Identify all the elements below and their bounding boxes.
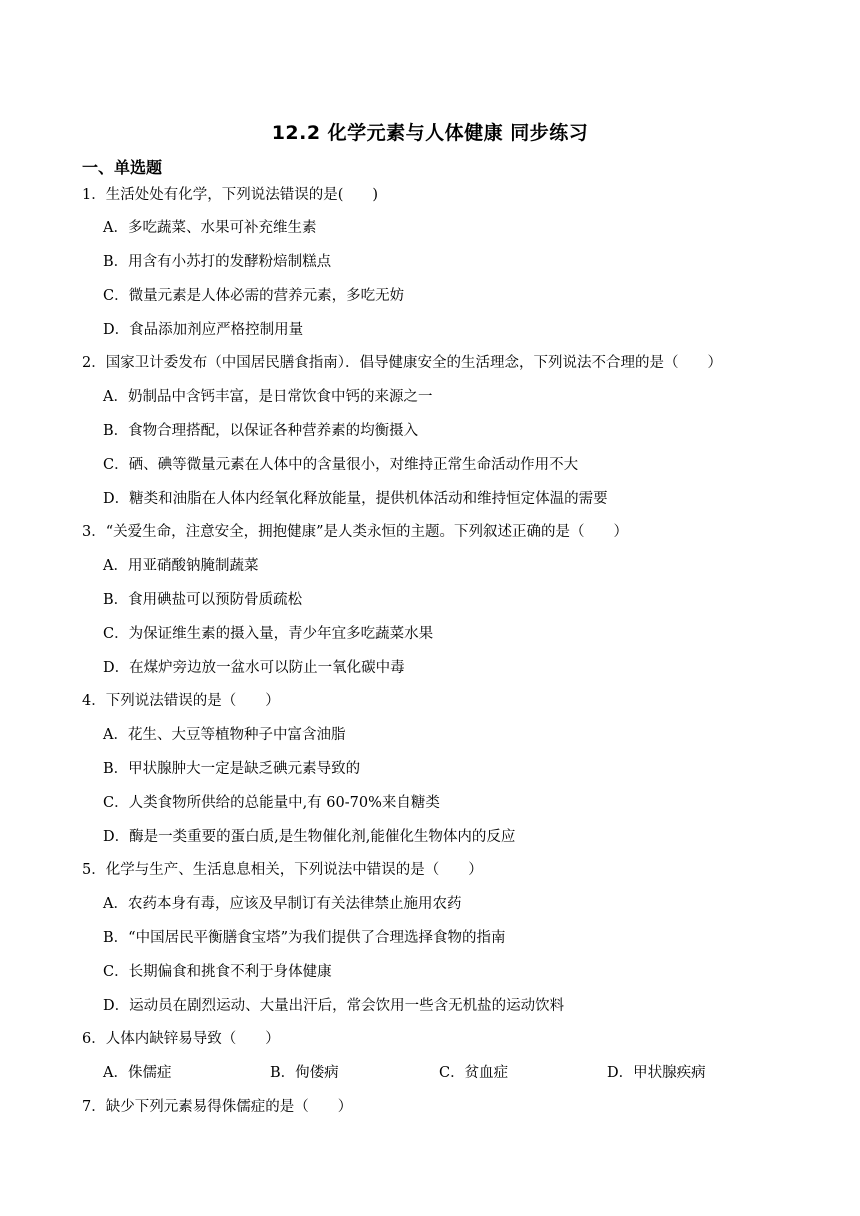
- question-5-option-a: A．农药本身有毒，应该及早制订有关法律禁止施用农药: [103, 896, 462, 912]
- question-6-option-d: D．甲状腺疾病: [607, 1065, 706, 1081]
- question-3-option-c: C．为保证维生素的摄入量，青少年宜多吃蔬菜水果: [103, 626, 434, 642]
- question-3-option-b: B．食用碘盐可以预防骨质疏松: [103, 592, 303, 608]
- question-4-option-b: B．甲状腺肿大一定是缺乏碘元素导致的: [103, 761, 361, 777]
- question-4-option-a: A．花生、大豆等植物种子中富含油脂: [103, 727, 346, 743]
- question-3-option-d: D．在煤炉旁边放一盆水可以防止一氧化碳中毒: [103, 660, 405, 676]
- section-heading: 一、单选题: [82, 158, 163, 177]
- question-7-stem: 7．缺少下列元素易得侏儒症的是（ ）: [82, 1099, 353, 1115]
- question-6-options-row: [103, 1063, 743, 1083]
- page-title: 12.2 化学元素与人体健康 同步练习: [271, 122, 589, 144]
- question-5-stem: 5．化学与生产、生活息息相关，下列说法中错误的是（ ）: [82, 862, 483, 878]
- question-4-option-d: D．酶是一类重要的蛋白质,是生物催化剂,能催化生物体内的反应: [103, 829, 516, 845]
- question-2-stem: 2．国家卫计委发布（中国居民膳食指南）．倡导健康安全的生活理念，下列说法不合理的是（ ）: [82, 355, 722, 371]
- question-6-stem: 6．人体内缺锌易导致（ ）: [82, 1031, 280, 1047]
- question-2-option-c: C．硒、碘等微量元素在人体中的含量很小，对维持正常生命活动作用不大: [103, 457, 579, 473]
- question-3-option-a: A．用亚硝酸钠腌制蔬菜: [103, 558, 259, 574]
- question-1-stem: 1．生活处处有化学，下列说法错误的是( ): [82, 187, 379, 203]
- question-6-option-c: C．贫血症: [439, 1065, 509, 1081]
- question-2-option-a: A．奶制品中含钙丰富，是日常饮食中钙的来源之一: [103, 389, 433, 405]
- question-5-option-d: D．运动员在剧烈运动、大量出汗后，常会饮用一些含无机盐的运动饮料: [103, 998, 565, 1014]
- question-2-option-b: B．食物合理搭配，以保证各种营养素的均衡摄入: [103, 423, 419, 439]
- question-3-stem: 3．“关爱生命，注意安全，拥抱健康”是人类永恒的主题。下列叙述正确的是（ ）: [82, 524, 629, 540]
- question-6-option-a: A．侏儒症: [103, 1065, 172, 1081]
- question-1-option-b: B．用含有小苏打的发酵粉焙制糕点: [103, 254, 332, 270]
- question-4-option-c: C．人类食物所供给的总能量中,有 60-70%来自糖类: [103, 795, 440, 811]
- question-6-option-b: B．佝偻病: [270, 1065, 339, 1081]
- question-1-option-d: D．食品添加剂应严格控制用量: [103, 322, 304, 338]
- question-5-option-c: C．长期偏食和挑食不利于身体健康: [103, 964, 332, 980]
- question-1-option-a: A．多吃蔬菜、水果可补充维生素: [103, 220, 317, 236]
- question-1-option-c: C．微量元素是人体必需的营养元素，多吃无妨: [103, 288, 405, 304]
- question-5-option-b: B．“中国居民平衡膳食宝塔”为我们提供了合理选择食物的指南: [103, 930, 506, 946]
- question-2-option-d: D．糖类和油脂在人体内经氧化释放能量，提供机体活动和维持恒定体温的需要: [103, 491, 608, 507]
- question-4-stem: 4．下列说法错误的是（ ）: [82, 693, 280, 709]
